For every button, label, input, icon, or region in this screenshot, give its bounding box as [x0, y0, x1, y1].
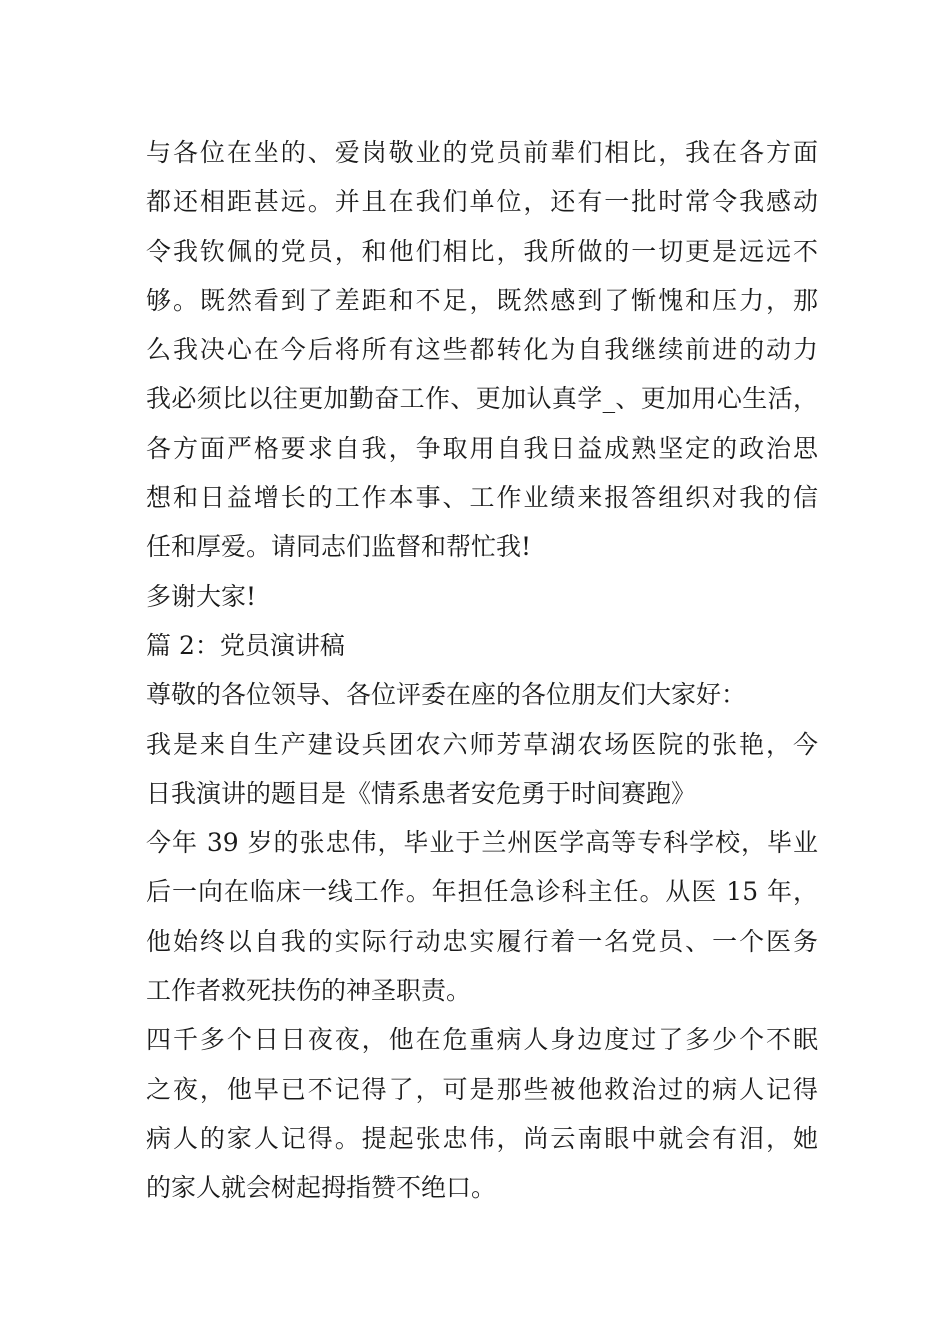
text-line: 么我决心在今后将所有这些都转化为自我继续前进的动力 [146, 335, 818, 365]
text-line: 想和日益增长的工作本事、工作业绩来报答组织对我的信 [146, 483, 818, 513]
text-line: 他始终以自我的实际行动忠实履行着一名党员、一个医务 [146, 926, 818, 956]
text-line: 今年 39 岁的张忠伟，毕业于兰州医学高等专科学校，毕业 [146, 828, 818, 858]
text-line: 篇 2：党员演讲稿 [146, 630, 345, 660]
text-line: 都还相距甚远。并且在我们单位，还有一批时常令我感动 [146, 187, 818, 217]
text-line: 我必须比以往更加勤奋工作、更加认真学_、更加用心生活， [146, 384, 818, 414]
text-line: 病人的家人记得。提起张忠伟，尚云南眼中就会有泪，她 [146, 1123, 818, 1153]
text-line: 任和厚爱。请同志们监督和帮忙我! [146, 532, 532, 562]
text-line: 尊敬的各位领导、各位评委在座的各位朋友们大家好： [146, 680, 747, 710]
text-line: 之夜，他早已不记得了，可是那些被他救治过的病人记得 [146, 1074, 818, 1104]
text-line: 够。既然看到了差距和不足，既然感到了惭愧和压力，那 [146, 285, 818, 315]
text-line: 后一向在临床一线工作。年担任急诊科主任。从医 15 年， [146, 877, 818, 907]
text-line: 与各位在坐的、爱岗敬业的党员前辈们相比，我在各方面 [146, 138, 818, 167]
text-line: 我是来自生产建设兵团农六师芳草湖农场医院的张艳，今 [146, 729, 818, 759]
text-line: 四千多个日日夜夜，他在危重病人身边度过了多少个不眠 [146, 1025, 818, 1055]
text-line: 工作者救死扶伤的神圣职责。 [146, 976, 472, 1006]
text-line: 各方面严格要求自我，争取用自我日益成熟坚定的政治思 [146, 433, 818, 463]
text-line: 的家人就会树起拇指赞不绝口。 [146, 1173, 497, 1203]
text-line: 多谢大家! [146, 581, 257, 611]
document-body [146, 128, 818, 1213]
text-line: 日我演讲的题目是《情系患者安危勇于时间赛跑》 [146, 778, 697, 808]
text-line: 令我钦佩的党员，和他们相比，我所做的一切更是远远不 [146, 236, 818, 266]
